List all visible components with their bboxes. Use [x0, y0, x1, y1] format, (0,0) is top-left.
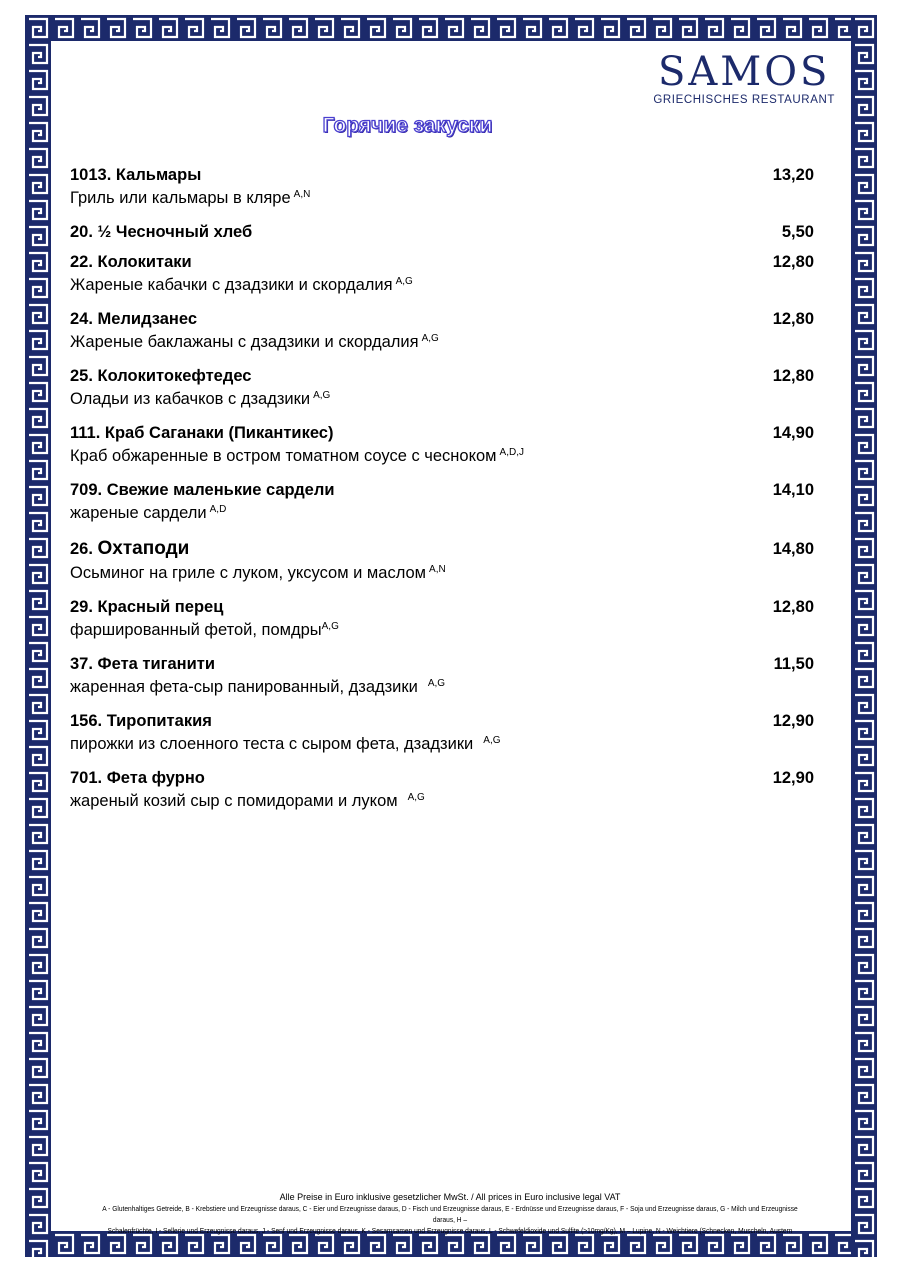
item-price: 12,90 — [772, 712, 814, 730]
item-price: 12,80 — [772, 367, 814, 385]
item-description: Гриль или кальмары в кляре — [70, 189, 291, 207]
item-price: 14,10 — [772, 481, 814, 499]
allergen-codes: A,G — [313, 390, 331, 401]
item-name: 22. Колокитаки — [70, 253, 192, 271]
item-price: 12,90 — [772, 769, 814, 787]
menu-list — [70, 166, 814, 826]
item-name: 24. Мелидзанес — [70, 310, 198, 328]
item-description: фаршированный фетой, помдры — [70, 621, 322, 639]
menu-item — [70, 481, 814, 523]
border-left — [25, 15, 51, 1257]
item-price: 12,80 — [772, 253, 814, 271]
item-name: 156. Тиропитакия — [70, 712, 212, 730]
item-name: 29. Красный перец — [70, 598, 224, 616]
menu-item — [70, 712, 814, 754]
allergen-codes: A,D — [209, 504, 227, 515]
item-price: 12,80 — [772, 598, 814, 616]
allergen-legend-line-1: A - Glutenhaltiges Getreide, B - Krebstiere und Erzeugnisse daraus, C - Eier und Erzeugnisse daraus, D - Fisch und Erzeugnisse daraus, E - Erdnüsse und Erzeugnisse daraus, F - Soja und Erzeugnisse daraus, G - Milch und Erzeugnisse daraus, H – — [102, 1204, 798, 1224]
item-price: 14,80 — [772, 540, 814, 558]
menu-item — [70, 655, 814, 697]
menu-item — [70, 598, 814, 640]
border-top — [25, 15, 877, 41]
item-name: 1013. Кальмары — [70, 166, 202, 184]
item-description: пирожки из слоенного теста с сыром фета, дзадзики — [70, 735, 474, 753]
item-description: Осьминог на гриле с луком, уксусом и маслом — [70, 564, 427, 582]
item-price: 11,50 — [773, 655, 814, 673]
allergen-codes: A,G — [483, 735, 501, 746]
item-description: Жареные кабачки с дзадзики и скордалия — [70, 276, 393, 294]
item-price: 13,20 — [772, 166, 814, 184]
allergen-legend-line-2: Schalenfrüchte, I - Sellerie und Erzeugnisse daraus, J - Senf und Erzeugnisse daraus, K - Sesamsamen und Erzeugnisse daraus, L - Schwefeldioxide und Sulfite (>10mg/Kg), M – Lupine, N - Weichtiere (Schnecken, Muscheln, Austern — [107, 1226, 793, 1235]
item-description: Жареные баклажаны с дзадзики и скордалия — [70, 333, 419, 351]
item-name — [70, 538, 189, 560]
border-right — [851, 15, 877, 1257]
item-price: 12,80 — [772, 310, 814, 328]
allergen-codes: A,N — [429, 564, 446, 575]
allergen-codes: A,N — [293, 189, 311, 200]
allergen-codes: A,G — [321, 621, 339, 632]
allergen-codes: A,G — [407, 792, 425, 803]
menu-item — [70, 253, 814, 295]
restaurant-logo — [653, 50, 835, 106]
item-name: 37. Фета тиганити — [70, 655, 216, 673]
item-title: Охтаподи — [97, 538, 190, 559]
menu-item — [70, 424, 814, 466]
item-name: 111. Краб Саганаки (Пикантикес) — [70, 424, 334, 442]
item-description: Краб обжаренные в остром томатном соусе с чесноком — [70, 447, 497, 465]
menu-item — [70, 367, 814, 409]
logo-subtitle: GRIECHISCHES RESTAURANT — [653, 94, 835, 106]
page-title: Горячие закуски — [322, 114, 493, 137]
menu-item — [70, 223, 814, 242]
item-description: Оладьи из кабачков с дзадзики — [70, 390, 311, 408]
allergen-codes: A,G — [395, 276, 413, 287]
menu-item — [70, 310, 814, 352]
item-name: 701. Фета фурно — [70, 769, 205, 787]
item-description: жареные сардели — [70, 504, 207, 522]
item-name: 25. Колокитокефтедес — [70, 367, 252, 385]
footer — [60, 1192, 840, 1236]
logo-name: SAMOS — [657, 49, 831, 95]
vat-notice: Alle Preise in Euro inklusive gesetzlicher MwSt. / All prices in Euro inclusive legal VAT — [279, 1192, 621, 1202]
item-name: 20. ½ Чесночный хлеб — [70, 223, 253, 241]
item-price: 5,50 — [781, 223, 814, 241]
item-description: жаренная фета-сыр панированный, дзадзики — [70, 678, 418, 696]
menu-item — [70, 166, 814, 208]
item-name: 709. Свежие маленькие сардели — [70, 481, 335, 499]
allergen-codes: A,G — [421, 333, 439, 344]
allergen-codes: A,G — [427, 678, 446, 689]
item-description: жареный козий сыр с помидорами и луком — [70, 792, 398, 810]
item-number: 26. — [70, 540, 93, 558]
menu-item — [70, 538, 814, 583]
menu-item — [70, 769, 814, 811]
item-price: 14,90 — [772, 424, 814, 442]
allergen-codes: A,D,J — [499, 447, 524, 458]
